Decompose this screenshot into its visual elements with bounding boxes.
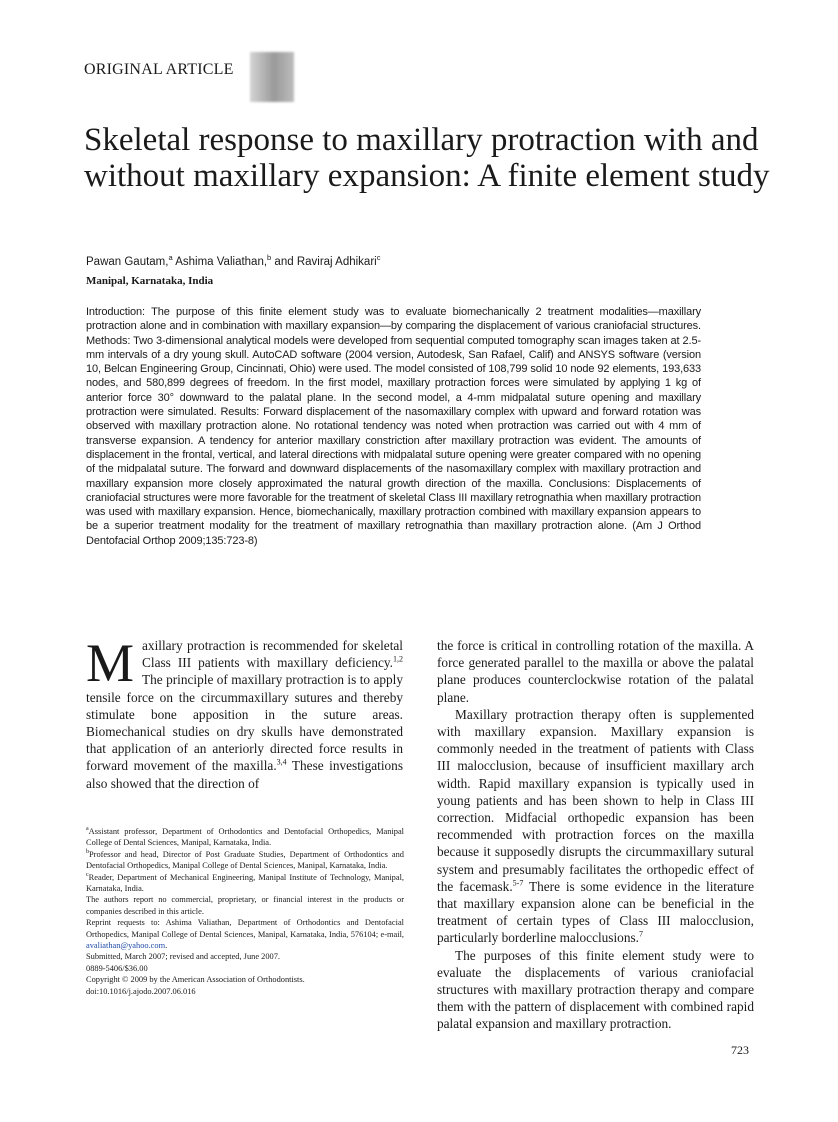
footnote-text: . (165, 941, 168, 951)
email-link[interactable]: avaliathan@yahoo.com (86, 941, 166, 951)
body-paragraph (437, 637, 754, 706)
paragraph-text: the force is critical in controlling rotation of the maxilla. A force generated parallel to the maxilla or above the palatal plane produces counterclockwise rotation of the palatal plane. (437, 638, 754, 705)
paragraph-text: There is some evidence in the literature that maxillary expansion alone can be beneficial in the treatment of certain types of Class III malocclusion, particularly borderline malocclusions. (437, 878, 754, 946)
footnote (86, 963, 404, 974)
citation-ref: 7 (638, 930, 643, 940)
body-paragraph (437, 706, 754, 947)
affiliation: Manipal, Karnataka, India (86, 275, 214, 287)
body-left-column (86, 633, 403, 792)
author-name: Raviraj Adhikari (296, 256, 377, 268)
footnote-text: Reprint requests to: Ashima Valiathan, Department of Orthodontics and Dentofacial Orthopedics, Manipal College of Dental Sciences, Manipal, Karnataka, India, 576104; e-mail, (86, 918, 404, 939)
footnote-text: The authors report no commercial, proprietary, or financial interest in the products or companies described in this article. (86, 895, 404, 916)
author-affiliation-marker: a (168, 253, 173, 263)
paragraph-text: axillary protraction is recommended for skeletal Class III patients with maxillary deficiency. (142, 638, 403, 671)
author-conjunction: and (274, 256, 294, 268)
header-decoration (250, 52, 294, 102)
body-paragraph (437, 947, 754, 1033)
paragraph-text: The purposes of this finite element study were to evaluate the displacements of various craniofacial structures with maxillary protraction therapy and compare them with the pattern of displacement with combined rapid palatal expansion and maxillary protraction. (437, 947, 754, 1032)
footnote-marker: a (86, 826, 89, 833)
body-paragraph (86, 633, 403, 792)
footnote-text: Assistant professor, Department of Orthodontics and Dentofacial Orthopedics, Manipal College of Dental Sciences, Manipal, Karnataka, India. (86, 827, 404, 848)
citation-ref: 5-7 (512, 878, 524, 888)
body-right-column (437, 637, 754, 1033)
author-name: Pawan Gautam, (86, 256, 169, 268)
footnote (86, 974, 404, 985)
author-list (86, 253, 381, 268)
article-title: Skeletal response to maxillary protraction with and without maxillary expansion: A finite element study (84, 122, 770, 194)
footnote-text: Submitted, March 2007; revised and accepted, June 2007. (86, 952, 280, 962)
author-affiliation-marker: c (376, 253, 381, 263)
footnote (86, 986, 404, 997)
footnote (86, 849, 404, 872)
footnote-text: Professor and head, Director of Post Graduate Studies, Department of Orthodontics and Dentofacial Orthopedics, Manipal College of Dental Sciences, Manipal, Karnataka, India. (86, 849, 404, 871)
footnote-marker: c (86, 871, 89, 878)
footnote-text: doi:10.1016/j.ajodo.2007.06.016 (86, 986, 196, 996)
paragraph-text: Maxillary protraction therapy often is supplemented with maxillary expansion. Maxillary expansion is commonly needed in the treatment of patients with Class III malocclusion, because of insufficient maxillary arch width. Rapid maxillary expansion is typically used in young patients and has been shown to help in Class III correction. Midfacial orthopedic expansion has been recommended with protraction forces on the maxilla because it supposedly disrupts the circummaxillary sutural system and presumably facilitates the orthopedic effect of the facemask. (437, 706, 754, 894)
paragraph-text: These investigations also showed that the direction of (86, 758, 403, 791)
citation-ref: 3,4 (276, 758, 287, 767)
footnote (86, 872, 404, 895)
author-name: Ashima Valiathan, (175, 256, 268, 268)
drop-cap: M (86, 633, 135, 693)
footnote (86, 951, 404, 962)
footnote-text: Copyright © 2009 by the American Association of Orthodontists. (86, 975, 305, 985)
section-label: ORIGINAL ARTICLE (84, 61, 234, 78)
footnote (86, 894, 404, 917)
footnote (86, 826, 404, 849)
citation-ref: 1,2 (393, 654, 403, 664)
paragraph-text: The principle of maxillary protraction is to apply tensile force on the circummaxillary sutures and thereby stimulate bone apposition in the suture areas. Biomechanical studies on dry skulls have demonstrated that application of an anteriorly directed force results in forward movement of the maxilla. (86, 672, 403, 774)
footnote (86, 917, 404, 951)
footnote-text: Reader, Department of Mechanical Engineering, Manipal Institute of Technology, Manipal, Karnataka, India. (86, 872, 404, 894)
abstract: Introduction: The purpose of this finite element study was to evaluate biomechanically 2 treatment modalities—maxillary protraction alone and in combination with maxillary expansion—by comparing the displacement of various craniofacial structures. Methods: Two 3-dimensional analytical models were developed from sequential computed tomography scan images taken at 2.5-mm intervals of a dry young skull. AutoCAD software (2004 version, Autodesk, San Rafael, Calif) and ANSYS software (version 10, Belcan Engineering Group, Cincinnati, Ohio) were used. The model consisted of 108,799 solid 10 node 92 elements, 193,633 nodes, and 580,899 degrees of freedom. In the first model, maxillary protraction forces were simulated by applying 1 kg of anterior force 30° downward to the palatal plane. In the second model, a 4-mm midpalatal suture opening and maxillary protraction were simulated. Results: Forward displacement of the nasomaxillary complex with upward and forward rotation was observed with maxillary protraction alone. No rotational tendency was noted when protraction was carried out with 4 mm of transverse expansion. A tendency for anterior maxillary constriction after maxillary protraction was evident. The amounts of displacement in the frontal, vertical, and lateral directions with midpalatal suture opening were greater compared with no opening of the midpalatal suture. The forward and downward displacements of the nasomaxillary complex with maxillary protraction and maxillary expansion more closely approximated the natural growth direction of the maxilla. Conclusions: Displacements of craniofacial structures were more favorable for the treatment of skeletal Class III maxillary retrognathia when maxillary protraction was used with maxillary expansion. Hence, biomechanically, maxillary protraction combined with maxillary expansion appears to be a superior treatment modality for the treatment of maxillary retrognathia than maxillary protraction alone. (Am J Orthod Dentofacial Orthop 2009;135:723-8) (86, 306, 701, 547)
footnote-marker: b (86, 849, 89, 856)
page-number: 723 (731, 1043, 749, 1057)
footnote-text: 0889-5406/$36.00 (86, 963, 148, 973)
author-affiliation-marker: b (267, 253, 272, 263)
footnotes (86, 826, 404, 997)
